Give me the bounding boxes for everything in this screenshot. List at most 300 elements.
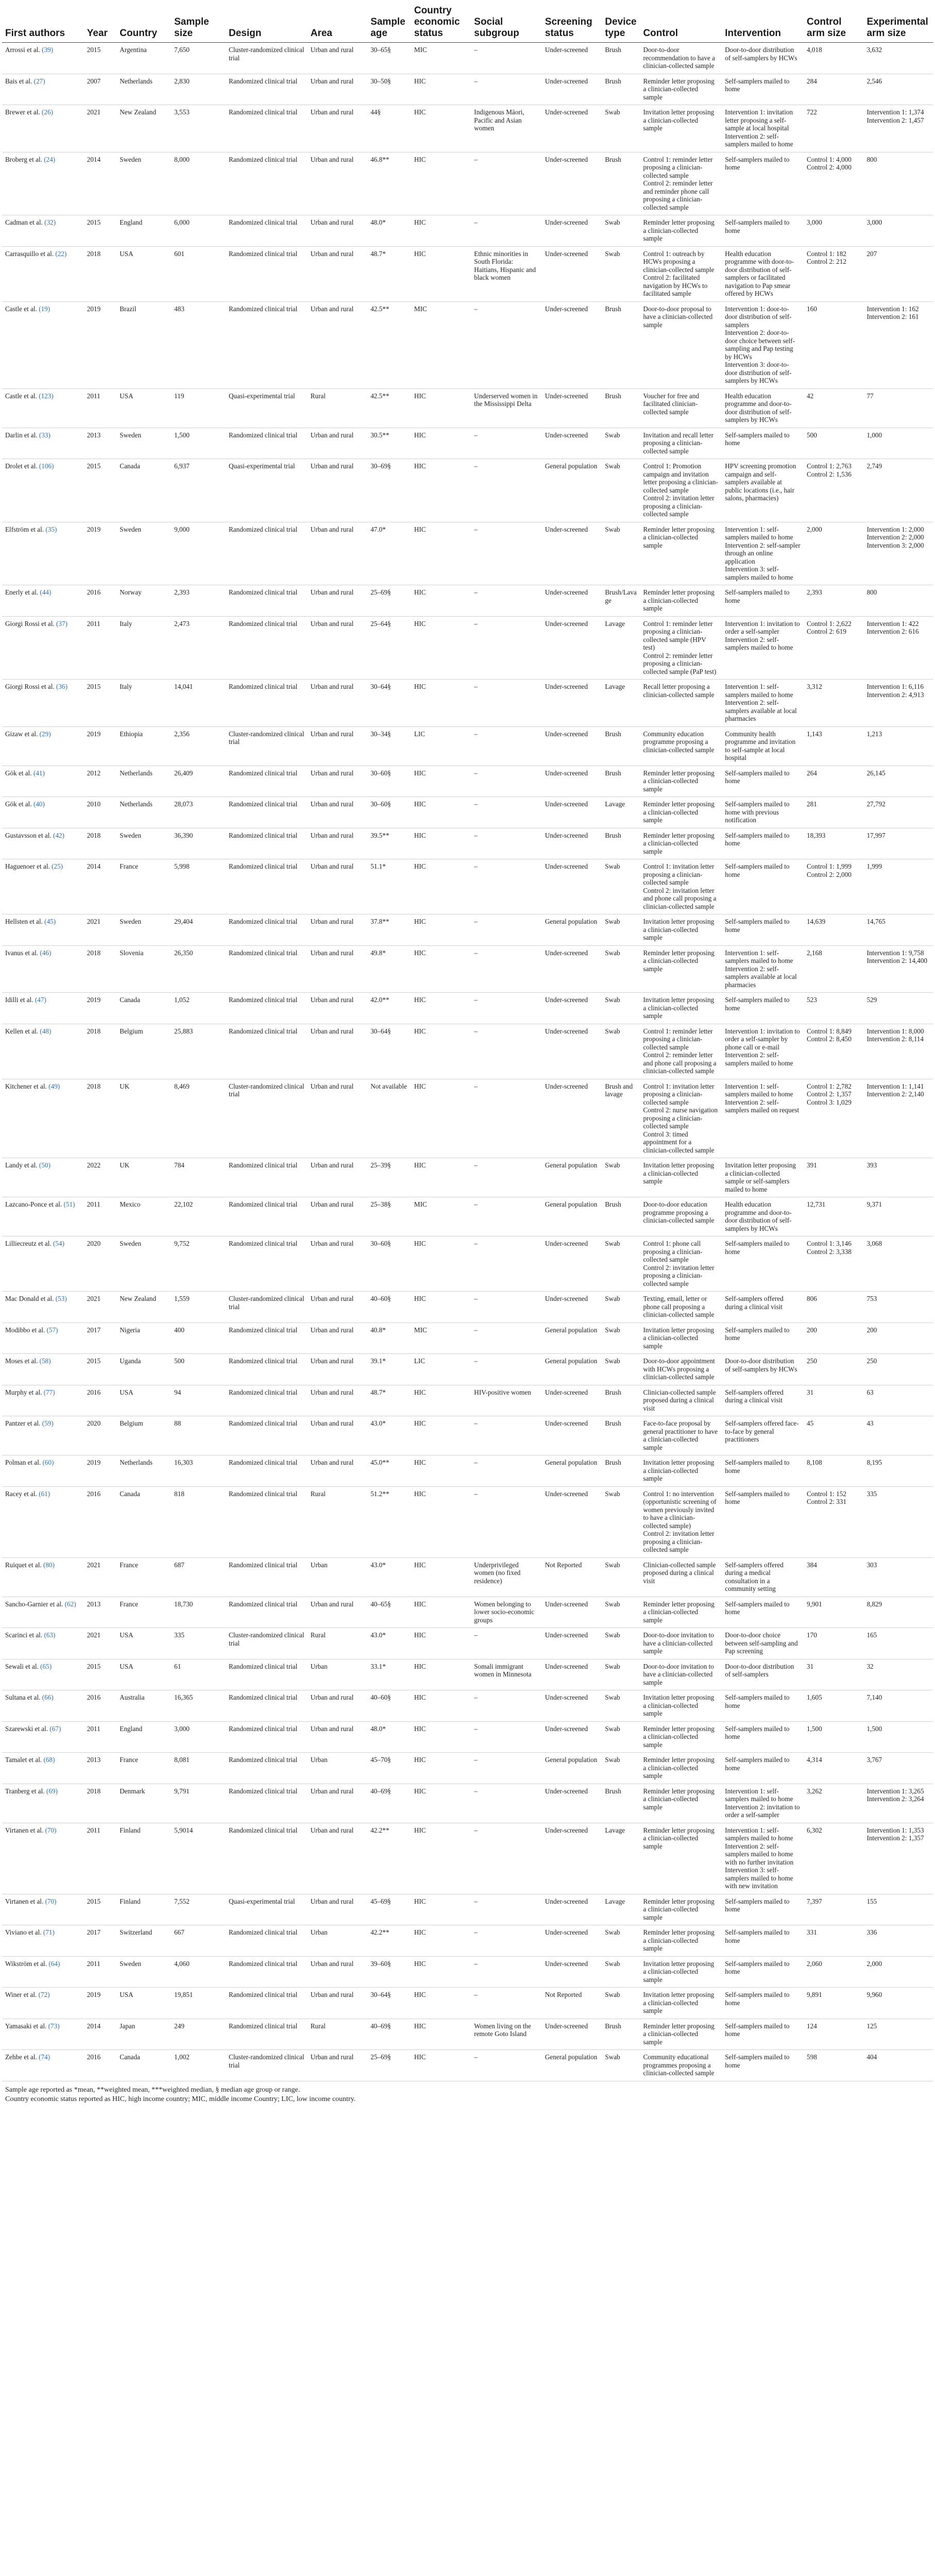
cell-line: Sweden	[120, 1959, 142, 1968]
cell-line: Netherlands	[120, 769, 152, 777]
cell-intervention	[722, 1557, 804, 1597]
reference-link[interactable]: (68)	[43, 1756, 55, 1764]
cell-line: 2016	[87, 1489, 101, 1498]
cell-line: Control 2: invitation letter proposing a clinician-collected sample	[643, 1263, 715, 1287]
cell-first-author	[2, 680, 84, 727]
cell-country	[116, 1597, 171, 1628]
cell-line: Brush	[605, 46, 621, 54]
cell-experimental-arm-size	[863, 1988, 933, 2019]
author-name: Giorgi Rossi et al.	[5, 619, 55, 628]
cell-line: Control 2: invitation letter proposing a clinician-collected sample	[643, 494, 715, 518]
cell-line: Control 2: facilitated navigation by HCWs to facilitated sample	[643, 274, 708, 297]
cell-line: Door-to-door distribution of self-samplers	[725, 1662, 794, 1678]
cell-line: Brush	[605, 1787, 621, 1795]
cell-design	[226, 797, 308, 828]
cell-line: –	[474, 769, 478, 777]
cell-design	[226, 1988, 308, 2019]
table-row	[2, 766, 933, 797]
reference-link[interactable]: (49)	[48, 1082, 60, 1090]
cell-line: Under-screened	[545, 218, 588, 226]
cell-year	[84, 1158, 117, 1197]
cell-line: HIC	[414, 1724, 426, 1733]
cell-line: 529	[866, 996, 877, 1004]
cell-line: Randomized clinical trial	[228, 1991, 298, 1998]
studies-table	[2, 3, 933, 2081]
author-name: Giorgi Rossi et al.	[5, 683, 55, 690]
cell-device-type	[602, 1628, 640, 1659]
author-name: Viviano et al.	[5, 1928, 42, 1936]
cell-sample-age	[367, 1323, 411, 1354]
cell-area	[308, 766, 367, 797]
reference-link[interactable]: (27)	[33, 77, 45, 85]
reference-link[interactable]: (53)	[55, 1295, 67, 1302]
cell-line: Control 3: timed appointment for a clinician-collected sample	[643, 1130, 715, 1154]
cell-area	[308, 828, 367, 859]
author-name: Lazcano-Ponce et al.	[5, 1200, 62, 1208]
reference-link[interactable]: (67)	[49, 1724, 61, 1733]
cell-line: 9,752	[174, 1240, 190, 1247]
cell-economic-status	[411, 2019, 471, 2050]
reference-link[interactable]: (48)	[40, 1027, 52, 1035]
cell-line: Randomized clinical trial	[228, 862, 298, 870]
cell-line: 2011	[87, 1826, 100, 1834]
cell-line: 170	[807, 1631, 817, 1639]
cell-social-subgroup	[471, 1956, 542, 1988]
cell-line: Self-samplers mailed to home	[725, 1459, 790, 1475]
cell-line: Swab	[605, 1027, 620, 1035]
cell-line: MIC	[414, 1200, 427, 1208]
cell-line: 2,830	[174, 77, 190, 85]
cell-screening-status	[542, 215, 602, 247]
cell-line: Randomized clinical trial	[228, 1326, 298, 1334]
table-row	[2, 1956, 933, 1988]
reference-link[interactable]: (42)	[53, 831, 65, 839]
cell-line: 9,371	[866, 1200, 882, 1208]
cell-line: Urban and rural	[310, 730, 354, 738]
cell-control	[640, 1956, 722, 1988]
cell-economic-status	[411, 859, 471, 914]
cell-line: Urban and rural	[310, 1419, 354, 1427]
cell-sample-size	[171, 1455, 226, 1487]
cell-line: 2016	[87, 2053, 101, 2061]
cell-area	[308, 945, 367, 993]
cell-sample-age	[367, 1690, 411, 1722]
cell-line: 88	[174, 1419, 181, 1427]
reference-link[interactable]: (72)	[38, 1991, 50, 1998]
cell-control-arm-size	[804, 1988, 863, 2019]
cell-line: Intervention 1: invitation to order a self-sampler by phone call or e-mail	[725, 1027, 800, 1051]
cell-line: Urban and rural	[310, 304, 354, 313]
reference-link[interactable]: (62)	[64, 1600, 76, 1608]
cell-line: Under-screened	[545, 800, 588, 808]
cell-country	[116, 1784, 171, 1823]
author-name: Gustavsson et al.	[5, 831, 52, 839]
cell-first-author	[2, 1628, 84, 1659]
cell-line: Randomized clinical trial	[228, 2022, 298, 2030]
cell-intervention	[722, 1354, 804, 1385]
cell-line: Control 1: reminder letter proposing a clinician-collected sample	[643, 155, 713, 179]
cell-screening-status	[542, 388, 602, 428]
cell-line: Nigeria	[120, 1326, 140, 1334]
cell-economic-status	[411, 585, 471, 617]
author-name: Yamasaki et al.	[5, 2022, 47, 2030]
reference-link[interactable]: (69)	[46, 1787, 58, 1795]
header-social-subgroup: Social subgroup	[471, 3, 542, 43]
cell-screening-status	[542, 585, 602, 617]
cell-line: 18,393	[807, 831, 826, 839]
cell-country	[116, 1197, 171, 1236]
cell-line: Intervention 2: 1,357	[866, 1834, 924, 1842]
cell-country	[116, 301, 171, 388]
cell-intervention	[722, 1597, 804, 1628]
cell-line: 2018	[87, 831, 101, 839]
reference-link[interactable]: (45)	[44, 918, 56, 925]
cell-first-author	[2, 301, 84, 388]
cell-device-type	[602, 1597, 640, 1628]
cell-line: USA	[120, 249, 133, 258]
cell-control-arm-size	[804, 680, 863, 727]
cell-line: 2019	[87, 304, 101, 313]
cell-control-arm-size	[804, 1385, 863, 1416]
cell-control	[640, 428, 722, 459]
cell-design	[226, 2019, 308, 2050]
cell-line: 48.0*	[370, 218, 386, 226]
cell-screening-status	[542, 1784, 602, 1823]
cell-social-subgroup	[471, 585, 542, 617]
cell-line: –	[474, 619, 478, 628]
cell-first-author	[2, 797, 84, 828]
cell-line: Cluster-randomized clinical trial	[228, 1082, 304, 1098]
cell-line: England	[120, 218, 143, 226]
cell-sample-size	[171, 1236, 226, 1292]
cell-line: Swab	[605, 431, 620, 439]
cell-year	[84, 766, 117, 797]
cell-line: Under-screened	[545, 1928, 588, 1936]
cell-economic-status	[411, 1292, 471, 1323]
cell-control	[640, 1753, 722, 1784]
cell-area	[308, 1784, 367, 1823]
cell-line: 30–50§	[370, 77, 391, 85]
cell-line: HIC	[414, 918, 426, 925]
cell-line: 2019	[87, 525, 101, 533]
cell-line: Randomized clinical trial	[228, 1357, 298, 1365]
cell-line: 2021	[87, 918, 101, 925]
cell-social-subgroup	[471, 914, 542, 946]
cell-line: Urban and rural	[310, 1897, 354, 1905]
cell-line: 2015	[87, 1662, 101, 1670]
cell-social-subgroup	[471, 2019, 542, 2050]
reference-link[interactable]: (70)	[45, 1897, 57, 1905]
cell-sample-size	[171, 1486, 226, 1557]
reference-link[interactable]: (39)	[42, 46, 54, 54]
cell-line: Under-screened	[545, 1724, 588, 1733]
cell-area	[308, 1079, 367, 1158]
cell-intervention	[722, 522, 804, 585]
cell-line: Not available	[370, 1082, 407, 1090]
cell-device-type	[602, 914, 640, 946]
cell-line: HIC	[414, 431, 426, 439]
cell-country	[116, 1925, 171, 1957]
author-name: Moses et al.	[5, 1357, 38, 1365]
cell-line: General population	[545, 2053, 598, 2061]
cell-sample-age	[367, 215, 411, 247]
header-design: Design	[226, 3, 308, 43]
cell-line: Self-samplers offered face-to-face by general practitioners	[725, 1419, 799, 1443]
cell-line: 40–60§	[370, 1295, 391, 1302]
cell-line: Invitation letter proposing a clinician-collected sample	[643, 918, 715, 941]
header-country: Country	[116, 3, 171, 43]
cell-social-subgroup	[471, 1292, 542, 1323]
cell-line: Brush	[605, 155, 621, 163]
cell-year	[84, 1988, 117, 2019]
reference-link[interactable]: (123)	[39, 392, 54, 400]
cell-line: Self-samplers mailed to home	[725, 1756, 790, 1772]
cell-line: Randomized clinical trial	[228, 1489, 298, 1498]
cell-sample-size	[171, 797, 226, 828]
table-row	[2, 1597, 933, 1628]
cell-area	[308, 1597, 367, 1628]
cell-line: Randomized clinical trial	[228, 525, 298, 533]
cell-line: 2,000	[807, 525, 822, 533]
reference-link[interactable]: (54)	[53, 1240, 64, 1247]
cell-screening-status	[542, 1557, 602, 1597]
cell-line: 331	[807, 1928, 817, 1936]
cell-design	[226, 1557, 308, 1597]
cell-social-subgroup	[471, 828, 542, 859]
cell-line: Under-screened	[545, 619, 588, 628]
author-name: Modibbo et al.	[5, 1326, 45, 1334]
cell-intervention	[722, 1823, 804, 1894]
cell-country	[116, 1079, 171, 1158]
cell-economic-status	[411, 1894, 471, 1925]
cell-line: Randomized clinical trial	[228, 77, 298, 85]
reference-link[interactable]: (22)	[55, 249, 67, 258]
cell-line: Control 2: 331	[807, 1498, 846, 1505]
cell-line: 400	[174, 1326, 184, 1334]
cell-line: Swab	[605, 918, 620, 925]
reference-link[interactable]: (80)	[43, 1561, 55, 1569]
cell-line: Rural	[310, 2022, 326, 2030]
reference-link[interactable]: (24)	[44, 155, 56, 163]
cell-country	[116, 1988, 171, 2019]
cell-sample-age	[367, 1197, 411, 1236]
cell-year	[84, 1385, 117, 1416]
cell-line: Swab	[605, 1357, 620, 1365]
cell-experimental-arm-size	[863, 1925, 933, 1957]
cell-device-type	[602, 301, 640, 388]
cell-line: 264	[807, 769, 817, 777]
cell-line: 25,883	[174, 1027, 193, 1035]
cell-experimental-arm-size	[863, 1557, 933, 1597]
cell-area	[308, 1721, 367, 1753]
cell-year	[84, 74, 117, 105]
reference-link[interactable]: (73)	[48, 2022, 60, 2030]
reference-link[interactable]: (37)	[56, 619, 68, 628]
cell-line: 31	[807, 1662, 814, 1670]
cell-year	[84, 459, 117, 522]
cell-experimental-arm-size	[863, 1894, 933, 1925]
cell-line: New Zealand	[120, 108, 156, 116]
cell-line: Swab	[605, 1991, 620, 1998]
reference-link[interactable]: (64)	[48, 1959, 60, 1968]
cell-intervention	[722, 1158, 804, 1197]
cell-country	[116, 1416, 171, 1455]
reference-link[interactable]: (57)	[46, 1326, 58, 1334]
cell-line: Brush	[605, 304, 621, 313]
reference-link[interactable]: (41)	[33, 769, 45, 777]
cell-year	[84, 152, 117, 215]
cell-device-type	[602, 680, 640, 727]
cell-line: 77	[866, 392, 874, 400]
cell-control-arm-size	[804, 1486, 863, 1557]
cell-experimental-arm-size	[863, 1823, 933, 1894]
reference-link[interactable]: (58)	[39, 1357, 51, 1365]
cell-sample-size	[171, 522, 226, 585]
reference-link[interactable]: (36)	[56, 683, 68, 690]
cell-line: Self-samplers offered during a clinical visit	[725, 1295, 784, 1311]
cell-line: 2010	[87, 800, 101, 808]
cell-control	[640, 1158, 722, 1197]
cell-line: Intervention 3: 2,000	[866, 541, 924, 549]
cell-line: Intervention 1: self-samplers mailed to home	[725, 948, 793, 964]
reference-link[interactable]: (19)	[39, 304, 50, 313]
reference-link[interactable]: (32)	[44, 218, 56, 226]
reference-link[interactable]: (50)	[39, 1161, 50, 1169]
reference-link[interactable]: (71)	[43, 1928, 55, 1936]
cell-area	[308, 1158, 367, 1197]
reference-link[interactable]: (63)	[44, 1631, 56, 1639]
cell-design	[226, 388, 308, 428]
cell-year	[84, 2050, 117, 2081]
cell-line: 2014	[87, 862, 101, 870]
reference-link[interactable]: (66)	[42, 1693, 54, 1701]
cell-line: 8,469	[174, 1082, 190, 1090]
cell-country	[116, 1323, 171, 1354]
cell-sample-age	[367, 914, 411, 946]
cell-year	[84, 1956, 117, 1988]
reference-link[interactable]: (51)	[63, 1200, 75, 1208]
reference-link[interactable]: (74)	[39, 2053, 50, 2061]
cell-line: General population	[545, 1200, 598, 1208]
cell-device-type	[602, 152, 640, 215]
cell-sample-age	[367, 2019, 411, 2050]
cell-device-type	[602, 105, 640, 152]
cell-device-type	[602, 993, 640, 1024]
cell-first-author	[2, 1455, 84, 1487]
reference-link[interactable]: (44)	[40, 588, 52, 596]
reference-link[interactable]: (35)	[45, 525, 57, 533]
reference-link[interactable]: (33)	[39, 431, 50, 439]
cell-screening-status	[542, 43, 602, 74]
cell-line: 18,730	[174, 1600, 193, 1608]
cell-control	[640, 766, 722, 797]
cell-line: Intervention 1: 9,758	[866, 948, 924, 957]
reference-link[interactable]: (60)	[42, 1459, 54, 1466]
cell-design	[226, 993, 308, 1024]
cell-year	[84, 1894, 117, 1925]
cell-line: Intervention 1: 1,141	[866, 1082, 924, 1090]
cell-line: Urban and rural	[310, 948, 354, 957]
table-row	[2, 616, 933, 680]
cell-area	[308, 1354, 367, 1385]
cell-line: 30–64§	[370, 1027, 391, 1035]
cell-line: 2022	[87, 1161, 101, 1169]
cell-line: HIC	[414, 155, 426, 163]
cell-sample-size	[171, 2050, 226, 2081]
reference-link[interactable]: (70)	[45, 1826, 57, 1834]
reference-link[interactable]: (61)	[39, 1489, 50, 1498]
cell-device-type	[602, 2050, 640, 2081]
cell-line: HIC	[414, 588, 426, 596]
cell-line: Brush/Lavage	[605, 588, 637, 604]
cell-control	[640, 1659, 722, 1690]
cell-line: Invitation and recall letter proposing a clinician-collected sample	[643, 431, 714, 455]
reference-link[interactable]: (59)	[42, 1419, 54, 1427]
cell-year	[84, 1323, 117, 1354]
reference-link[interactable]: (77)	[43, 1388, 55, 1396]
cell-line: 2013	[87, 431, 101, 439]
cell-control-arm-size	[804, 1894, 863, 1925]
cell-intervention	[722, 1659, 804, 1690]
cell-country	[116, 459, 171, 522]
cell-line: HIC	[414, 1631, 426, 1639]
cell-experimental-arm-size	[863, 585, 933, 617]
cell-line: Intervention 1: invitation letter proposing a self-sample at local hospital	[725, 108, 793, 132]
cell-sample-size	[171, 43, 226, 74]
cell-control-arm-size	[804, 2050, 863, 2081]
cell-line: Brazil	[120, 304, 137, 313]
reference-link[interactable]: (46)	[40, 948, 52, 957]
cell-line: Control 2: 8,450	[807, 1035, 852, 1043]
cell-country	[116, 215, 171, 247]
cell-screening-status	[542, 301, 602, 388]
reference-link[interactable]: (29)	[39, 730, 51, 738]
cell-line: 393	[866, 1161, 877, 1169]
cell-line: 1,002	[174, 2053, 190, 2061]
cell-economic-status	[411, 43, 471, 74]
reference-link[interactable]: (25)	[52, 862, 63, 870]
cell-screening-status	[542, 74, 602, 105]
cell-experimental-arm-size	[863, 1597, 933, 1628]
reference-link[interactable]: (106)	[39, 462, 54, 470]
reference-link[interactable]: (40)	[33, 800, 45, 808]
cell-device-type	[602, 859, 640, 914]
cell-intervention	[722, 797, 804, 828]
reference-link[interactable]: (47)	[35, 996, 46, 1004]
cell-line: 42.0**	[370, 996, 389, 1004]
cell-control	[640, 1197, 722, 1236]
cell-economic-status	[411, 1416, 471, 1455]
cell-line: Sweden	[120, 831, 142, 839]
cell-sample-age	[367, 1416, 411, 1455]
reference-link[interactable]: (65)	[40, 1662, 52, 1670]
cell-area	[308, 726, 367, 766]
cell-line: 6,937	[174, 462, 190, 470]
reference-link[interactable]: (26)	[42, 108, 54, 116]
table-row	[2, 1323, 933, 1354]
cell-country	[116, 246, 171, 301]
cell-line: Control 1: 8,849	[807, 1027, 852, 1035]
cell-line: 800	[866, 155, 877, 163]
cell-line: 2018	[87, 1027, 101, 1035]
cell-line: General population	[545, 462, 598, 470]
cell-line: Reminder letter proposing a clinician-collected sample	[643, 218, 715, 242]
cell-sample-size	[171, 859, 226, 914]
table-row	[2, 522, 933, 585]
table-row	[2, 1721, 933, 1753]
cell-year	[84, 914, 117, 946]
cell-device-type	[602, 585, 640, 617]
